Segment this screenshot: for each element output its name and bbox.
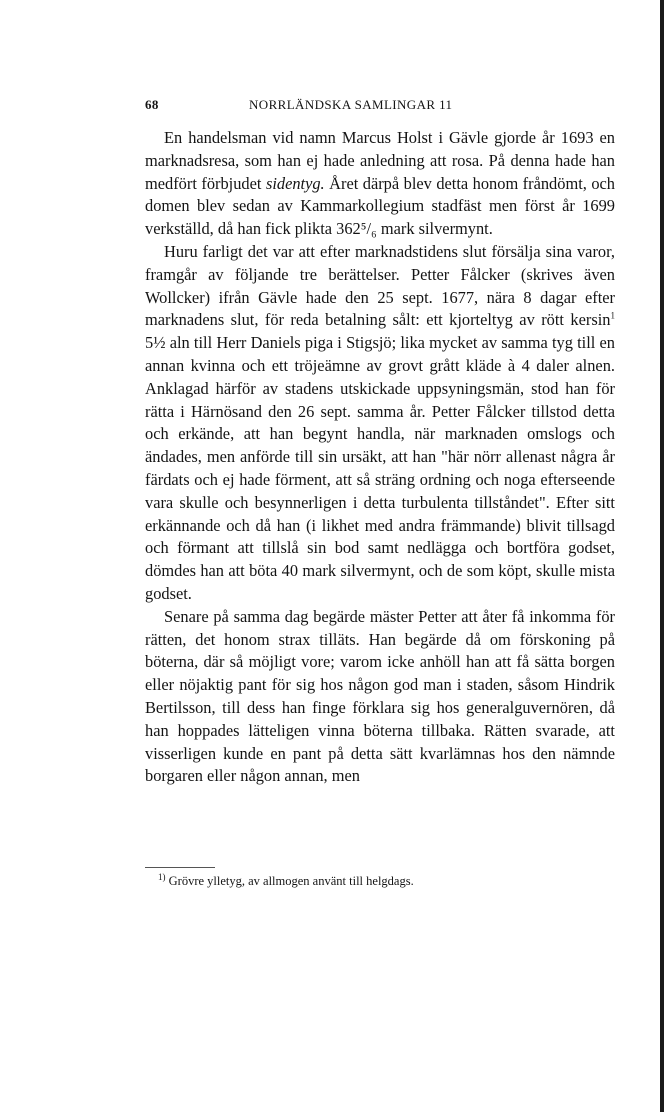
paragraph-1 [145, 127, 615, 241]
paragraph-2 [145, 241, 615, 606]
body-text [145, 127, 615, 788]
paragraph-3-text: Senare på samma dag begärde mäster Petter att åter få inkomma för rätten, det honom strax tilläts. Han begärde då om förskoning på böterna, där så möjligt vore; varom icke anhöll han att få sätta borgen eller nöjaktig pant för sig hos någon god man i staden, såsom Hindrik Bertilsson, till dess han finge förklara sig hos generalguvernören, då han hoppades lätteligen vinna böterna tillbaka. Rätten svarade, att visserligen kunde en pant på detta sätt kvarlämnas hos den nämnde borgaren eller någon annan, men [145, 606, 615, 786]
scan-edge [660, 0, 664, 1112]
footnote-text: Grövre ylletyg, av allmogen använt till helgdags. [165, 874, 414, 888]
paragraph-2-start: Huru farligt det var att efter marknadstidens slut försälja sina varor, framgår av följande tre berättelser. Petter Fålcker (skrives även Wollcker) ifrån Gävle hade den 25 sept. 1677, nära 8 dagar efter marknadens slut, för reda betalning sålt: ett kjorteltyg av rött kersin [145, 241, 615, 330]
paragraph-3 [145, 606, 615, 788]
footnote-reference: 1 [610, 310, 615, 321]
page-number: 68 [145, 97, 159, 112]
footnote [158, 873, 598, 889]
page-header [145, 97, 500, 119]
paragraph-1-text: En handelsman vid namn Marcus Holst i Gävle gjorde år 1693 en marknadsresa, som han ej hade anledning att rosa. På denna hade han medfört förbjudet [145, 128, 615, 193]
paragraph-2-end: 5½ aln till Herr Daniels piga i Stigsjö; lika mycket av samma tyg till en annan kvinna och ett tröjeämne av grovt grått kläde à 4 daler alnen. Anklagad härför av stadens utskickade uppsyningsmän, stod han för rätta i Härnösand den 26 sept. samma år. Petter Fålcker tillstod detta och erkände, att han begynt handla, när marknaden omslogs och ändades, men anförde till sin ursäkt, att han "här nörr allenast några år färdats och ej hade förment, att så sträng ordning och noga efterseende vara skulle och besynnerligen i detta turbulenta tillståndet". Efter sitt erkännande och då han (i likhet med andra främmande) blivit tillsagd och förmant att tillslå sin bod samt nedlägga och bortföra godset, dömdes han att böta 40 mark silvermynt, och de som köpt, skulle mista godset. [145, 333, 615, 603]
running-title: NORRLÄNDSKA SAMLINGAR 11 [249, 97, 453, 112]
footnote-divider [145, 867, 215, 868]
paragraph-1-end: Året därpå blev detta honom fråndömt, och domen blev sedan av Kammarkollegium stadfäst men först år 1699 verkställd, då han fick plikta 362⁵/₆ mark silvermynt. [145, 173, 615, 239]
italic-term: sidentyg. [265, 173, 325, 193]
footnote-marker: 1) [158, 871, 166, 882]
